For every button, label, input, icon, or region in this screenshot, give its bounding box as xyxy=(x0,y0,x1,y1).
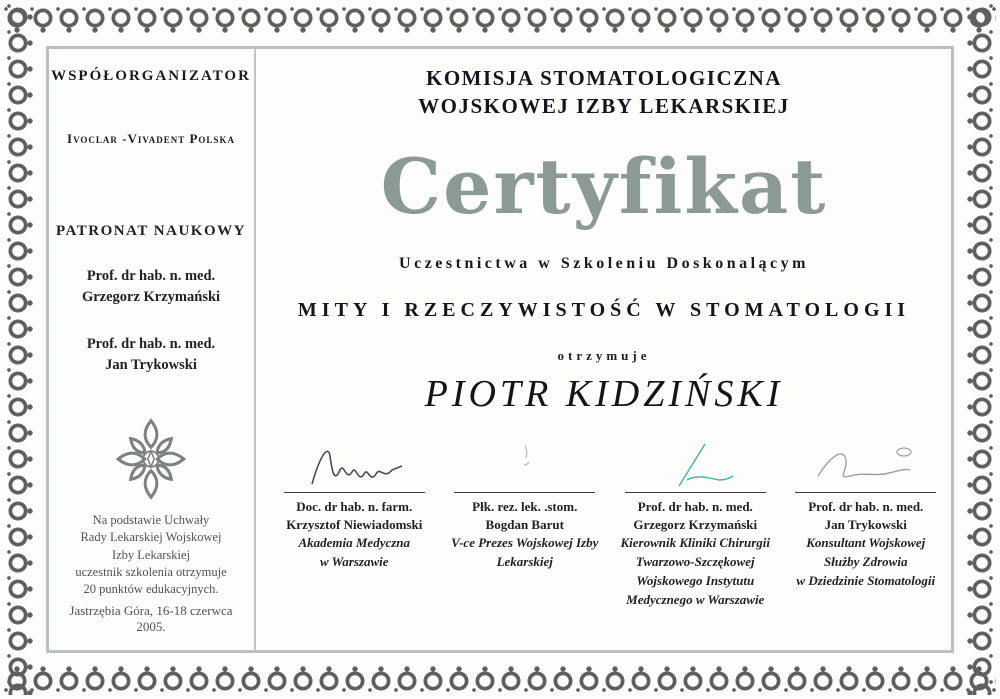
patron-1-title: Prof. dr hab. n. med. xyxy=(86,268,216,284)
certificate-subtitle: Uczestnictwa w Szkoleniu Doskonalącym xyxy=(399,254,809,272)
signature-block-3 xyxy=(615,434,776,610)
coorganizer-label: WSPÓŁORGANIZATOR xyxy=(51,68,251,84)
patronage-label: PATRONAT NAUKOWY xyxy=(56,223,246,239)
signature-3-role-4: Medycznego w Warszawie xyxy=(626,591,765,607)
signature-1-role-1: Akademia Medyczna xyxy=(298,535,411,551)
signature-scribble-3 xyxy=(615,434,776,492)
patron-2-name: Jan Trykowski xyxy=(105,357,197,374)
signature-3-name: Grzegorz Krzymański xyxy=(633,516,758,532)
signature-2-role-2: Lekarskiej xyxy=(496,553,553,569)
signature-4-name: Jan Trykowski xyxy=(824,516,907,532)
patron-2 xyxy=(87,334,215,376)
left-panel xyxy=(48,48,256,651)
note-line-1: Na podstawie Uchwały xyxy=(92,513,210,528)
signature-scribble-1 xyxy=(274,434,435,492)
signature-scribble-4 xyxy=(786,434,947,492)
border-top-ornament xyxy=(4,4,996,36)
main-panel xyxy=(256,48,952,651)
signature-block-2 xyxy=(445,434,606,610)
signature-scribble-2 xyxy=(445,434,606,492)
certificate-content xyxy=(48,48,952,651)
rosette-ornament-icon xyxy=(112,416,190,502)
signature-4-role-1: Konsultant Wojskowej xyxy=(806,535,926,551)
signature-line-1 xyxy=(284,492,425,493)
patron-1-name: Grzegorz Krzymański xyxy=(81,289,221,306)
border-right-ornament xyxy=(964,4,996,695)
signature-1-name: Krzysztof Niewiadomski xyxy=(286,516,423,532)
note-line-5: 20 punktów edukacyjnych. xyxy=(83,582,219,597)
note-line-2: Rady Lekarskiej Wojskowej xyxy=(80,530,222,545)
signature-line-2 xyxy=(454,492,595,493)
patron-1 xyxy=(82,266,220,308)
signatures-row xyxy=(256,434,952,610)
signature-1-role-2: w Warszawie xyxy=(319,553,389,569)
date-place: Jastrzębia Góra, 16-18 czerwca 2005. xyxy=(69,603,233,634)
signature-3-role-2: Twarzowo-Szczękowej xyxy=(635,553,755,569)
organization-line-2: WOJSKOWEJ IZBY LEKARSKIEJ xyxy=(418,94,790,119)
signature-4-role-3: w Dziedzinie Stomatologii xyxy=(796,572,936,588)
note-text xyxy=(75,512,226,598)
patron-2-title: Prof. dr hab. n. med. xyxy=(86,336,216,353)
note-line-4: uczestnik szkolenia otrzymuje xyxy=(75,564,227,579)
note-line-3: Izby Lekarskiej xyxy=(111,547,191,562)
receives-label: otrzymuje xyxy=(557,347,651,363)
signature-3-role-3: Wojskowego Instytutu xyxy=(636,572,755,588)
course-title: MITY I RZECZYWISTOŚĆ W STOMATOLOGII xyxy=(297,298,911,321)
signature-3-role-1: Kierownik Kliniki Chirurgii xyxy=(620,535,771,551)
organization-line-1: KOMISJA STOMATOLOGICZNA xyxy=(426,66,782,90)
signature-4-title: Prof. dr hab. n. med. xyxy=(808,498,924,514)
signature-3-title: Prof. dr hab. n. med. xyxy=(637,498,753,514)
signature-block-1 xyxy=(274,434,435,610)
signature-4-role-2: Służby Zdrowia xyxy=(824,553,908,569)
signature-line-3 xyxy=(625,492,766,493)
recipient-name: PIOTR KIDZIŃSKI xyxy=(424,372,784,415)
border-bottom-ornament xyxy=(4,663,996,695)
signature-2-name: Bogdan Barut xyxy=(485,516,564,532)
certificate-title: Certyfikat xyxy=(380,141,828,231)
signature-2-role-1: V-ce Prezes Wojskowej Izby xyxy=(451,535,599,551)
border-left-ornament xyxy=(4,4,36,695)
signature-2-title: Płk. rez. lek. .stom. xyxy=(472,498,578,514)
signature-line-4 xyxy=(795,492,936,493)
organization-name xyxy=(418,64,790,121)
signature-block-4 xyxy=(786,434,947,610)
coorganizer-name: Ivoclar -Vivadent Polska xyxy=(67,131,235,146)
signature-1-title: Doc. dr hab. n. farm. xyxy=(296,498,413,514)
